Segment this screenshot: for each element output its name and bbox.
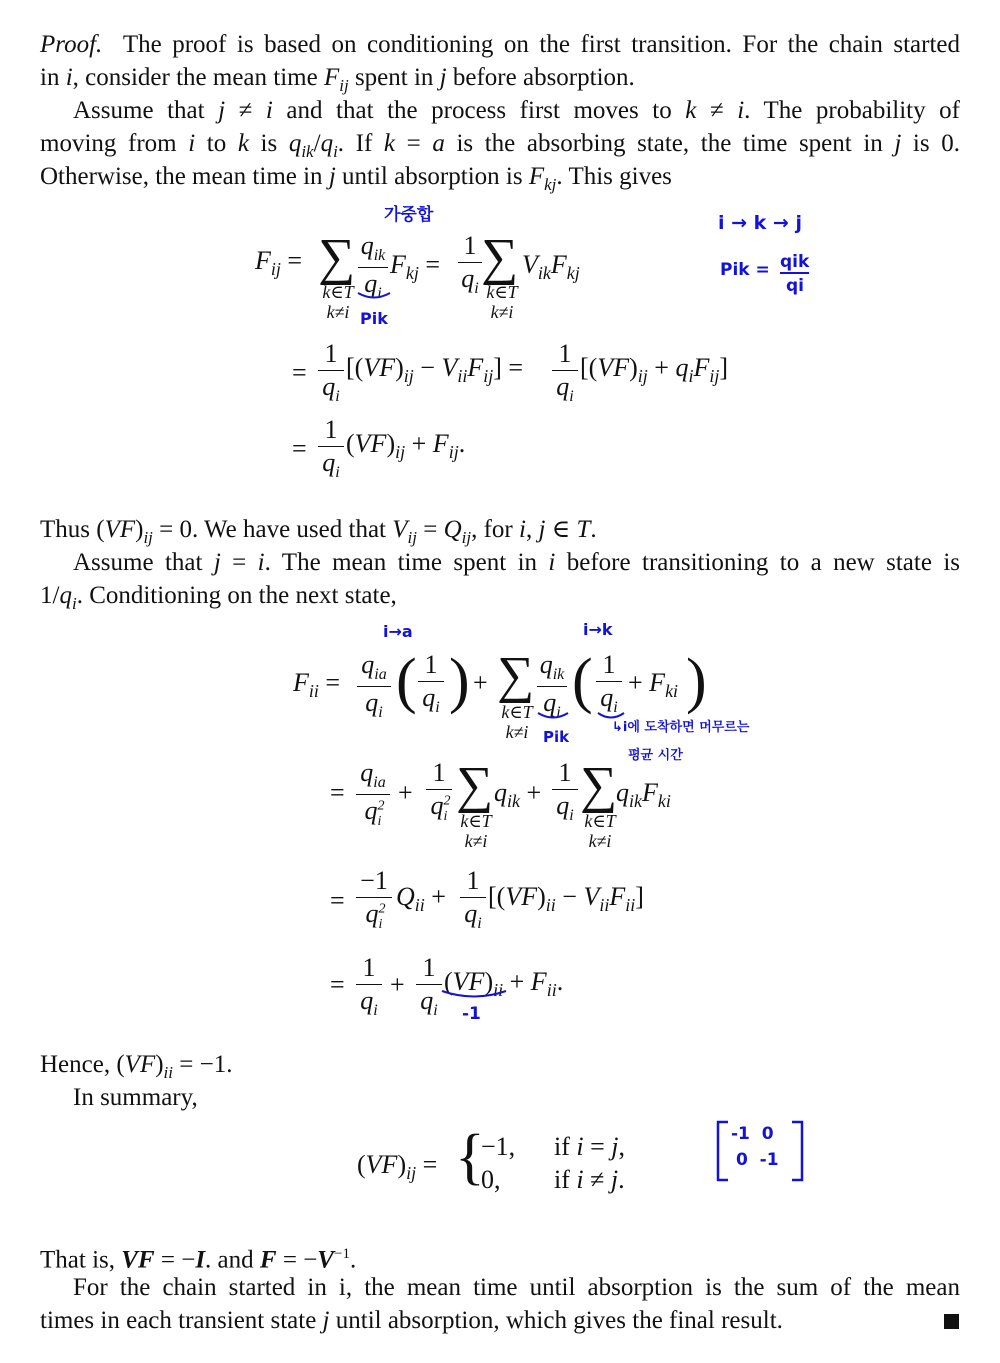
para8-line-2: times in each transient state j until absorption, which gives the final result. [40, 1307, 783, 1334]
handwritten-matrix-row-1: -1 0 [731, 1124, 774, 1144]
proof-line-1: Proof. The proof is based on conditioning on the first transition. For the chain started [40, 31, 960, 58]
para2-line-1: Assume that j ≠ i and that the process first moves to k ≠ i. The probability of [73, 97, 960, 124]
para4-line-2: $1/q_i$. Conditioning on the next state, [40, 582, 397, 613]
para4-line-1: Assume that j = i. The mean time spent in i before transitioning to a new state is [73, 549, 960, 576]
handwritten-pik-def-left: Pik = [720, 260, 770, 280]
para3-line-1: Thus $(VF)_{ij} = 0$. We have used that $V_{ij} = Q_{ij}$, for i, j ∈ T. [40, 516, 597, 547]
handwritten-matrix-row-2: 0 -1 [736, 1150, 779, 1170]
underbrace-1-icon [356, 290, 392, 302]
para6-line-1: In summary, [73, 1084, 198, 1111]
handwritten-minus-one: -1 [462, 1004, 481, 1024]
handwritten-path: i → k → j [718, 212, 802, 234]
handwritten-korean-note-1: ↳i에 도착하면 머무르는 [612, 720, 750, 735]
handwritten-i-to-a: i→a [383, 622, 413, 641]
qed-square-icon [944, 1314, 959, 1329]
underbrace-2-icon [536, 710, 570, 722]
underbrace-4-icon [440, 988, 508, 1002]
proof-line-2: in i, consider the mean time $F_{ij}$ spent in j before absorption. [40, 64, 635, 95]
para2-line-3: Otherwise, the mean time in j until absorption is $F_{kj}$. This gives [40, 163, 672, 194]
handwritten-pik-label-2: Pik [543, 728, 570, 746]
para8-line-1: For the chain started in i, the mean time until absorption is the sum of the mean [73, 1274, 960, 1301]
para2-line-2: moving from i to k is $q_{ik}/q_i$. If k = a is the absorbing state, the time spent in j is 0. [40, 130, 960, 161]
para7-line-1: That is, VF = −I. and $F = -V^{-1}$. [40, 1246, 357, 1274]
handwritten-pik-def-num: qik [780, 252, 810, 272]
handwritten-i-to-k: i→k [583, 620, 613, 639]
para5-line-1: Hence, $(VF)_{ii} = -1$. [40, 1051, 233, 1082]
handwritten-pik-label-1: Pik [360, 309, 388, 328]
handwritten-weighted-sum: 가중합 [384, 205, 434, 225]
handwritten-pik-def-den: qi [786, 276, 804, 296]
handwritten-korean-note-2: 평균 시간 [628, 748, 683, 763]
